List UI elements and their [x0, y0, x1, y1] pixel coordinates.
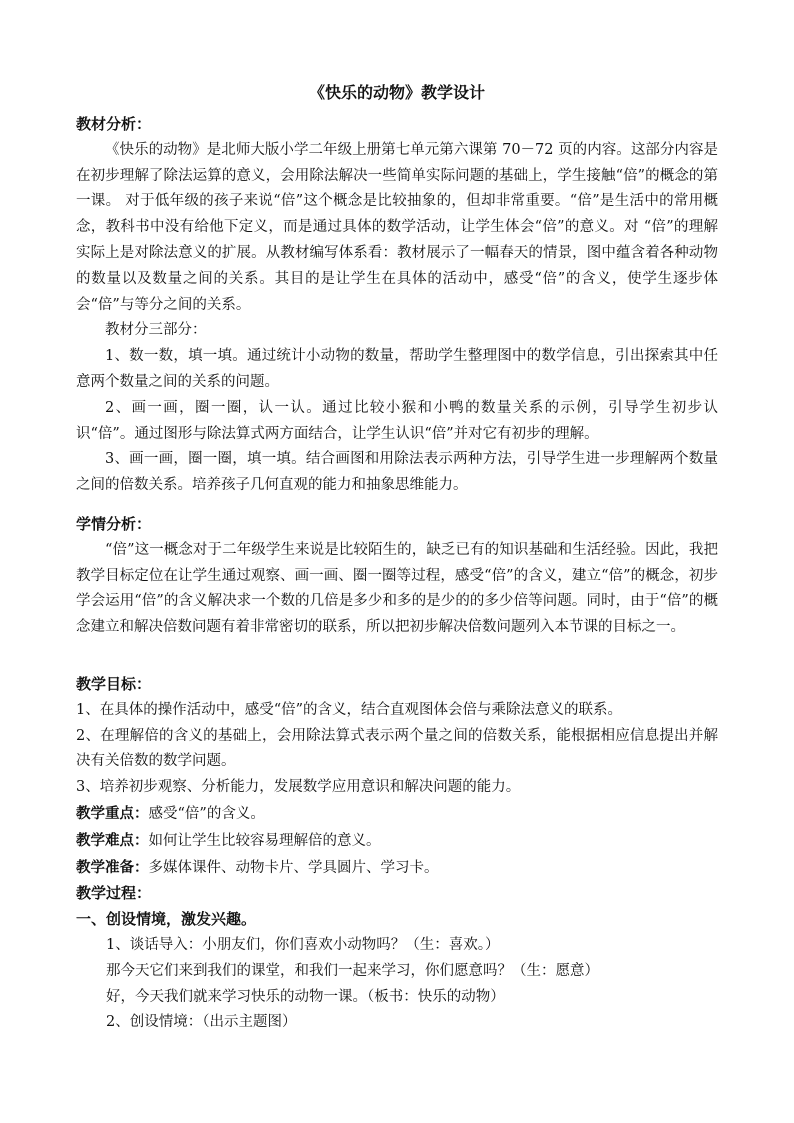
- subsection-heading: 一、创设情境，激发兴趣。: [76, 910, 257, 929]
- key-point-text: 感受“倍”的含义。: [148, 805, 265, 822]
- process-line: 那今天它们来到我们的课堂，和我们一起来学习，你们愿意吗？（生：愿意）: [106, 962, 599, 979]
- difficulty-label: 教学难点：: [76, 831, 149, 849]
- difficulty-text: 如何让学生比较容易理解倍的意义。: [148, 832, 381, 849]
- preparation-line: [76, 855, 718, 882]
- paragraph: 2、画一画，圈一圈，认一认。通过比较小猴和小鸭的数量关系的示例，引导学生初步认识“倍”。通过图形与除法算式两方面结合，让学生认识“倍”并对它有初步的理解。: [76, 399, 718, 442]
- goal-item: 2、在理解倍的含义的基础上，会用除法算式表示两个量之间的倍数关系，能根据相应信息提出并解决有关倍数的数学问题。: [76, 727, 718, 770]
- section-heading: 教学过程：: [76, 884, 152, 903]
- paragraph: 3、画一画，圈一圈，填一填。结合画图和用除法表示两种方法，引导学生进一步理解两个数量之间的倍数关系。培养孩子几何直观的能力和抽象思维能力。: [76, 451, 718, 494]
- process-line: 2、创设情境：（出示主题图）: [106, 1014, 297, 1031]
- section-textbook-analysis: [76, 112, 718, 499]
- paragraph: “倍”这一概念对于二年级学生来说是比较陌生的，缺乏已有的知识基础和生活经验。因此，我把教学目标定位在让学生通过观察、画一画、圈一圈等过程，感受“倍”的含义，建立“倍”的概念，初步学会运用“倍”的含义解决求一个数的几倍是多少和多的是少的的多少倍等问题。同时，由于“倍”的概念建立和解决倍数问题有着非常密切的联系，所以把初步解决倍数问题列入本节课的目标之一。: [76, 541, 718, 636]
- section-heading: 教学目标：: [76, 675, 152, 693]
- key-point-line: [76, 801, 718, 828]
- process-line: 1、谈话导入：小朋友们，你们喜欢小动物吗？（生：喜欢。）: [106, 936, 500, 953]
- section-student-analysis: [76, 512, 718, 641]
- section-teaching-goals: [76, 672, 718, 1036]
- goal-item: 1、在具体的操作活动中，感受“倍”的含义，结合直观图体会倍与乘除法意义的联系。: [76, 701, 623, 718]
- preparation-text: 多媒体课件、动物卡片、学具圆片、学习卡。: [148, 859, 439, 876]
- section-heading: 学情分析：: [76, 515, 152, 533]
- preparation-label: 教学准备：: [76, 858, 149, 876]
- key-point-label: 教学重点：: [76, 804, 149, 822]
- document-title: 《快乐的动物》教学设计: [308, 83, 485, 102]
- process-line: 好，今天我们就来学习快乐的动物一课。（板书：快乐的动物）: [106, 988, 505, 1005]
- paragraph: 教材分三部分：: [105, 322, 207, 339]
- paragraph: 1、数一数，填一填。通过统计小动物的数量，帮助学生整理图中的数学信息，引出探索其中任意两个数量之间的关系的问题。: [76, 348, 718, 390]
- section-heading: 教材分析：: [76, 115, 152, 133]
- goal-item: 3、培养初步观察、分析能力，发展数学应用意识和解决问题的能力。: [76, 779, 521, 796]
- difficulty-line: [76, 828, 718, 855]
- paragraph: 《快乐的动物》是北师大版小学二年级上册第七单元第六课第 70－72 页的内容。这部分内容是在初步理解了除法运算的意义，会用除法解决一些简单实际问题的基础上，学生接触“倍”的概念的第一课。 对于低年级的孩子来说“倍”这个概念是比较抽象的，但却非常重要。“倍”是生活中的常用概念，教科书中没有给他下定义，而是通过具体的数学活动，让学生体会“倍”的意义。对 “倍”的理解实际上是对除法意义的扩展。从教材编写体系看：教材展示了一幅春天的情景，图中蕴含着各种动物的数量以及数量之间的关系。其目的是让学生在具体的活动中，感受“倍”的含义，使学生逐步体会“倍”与等分之间的关系。: [76, 141, 718, 313]
